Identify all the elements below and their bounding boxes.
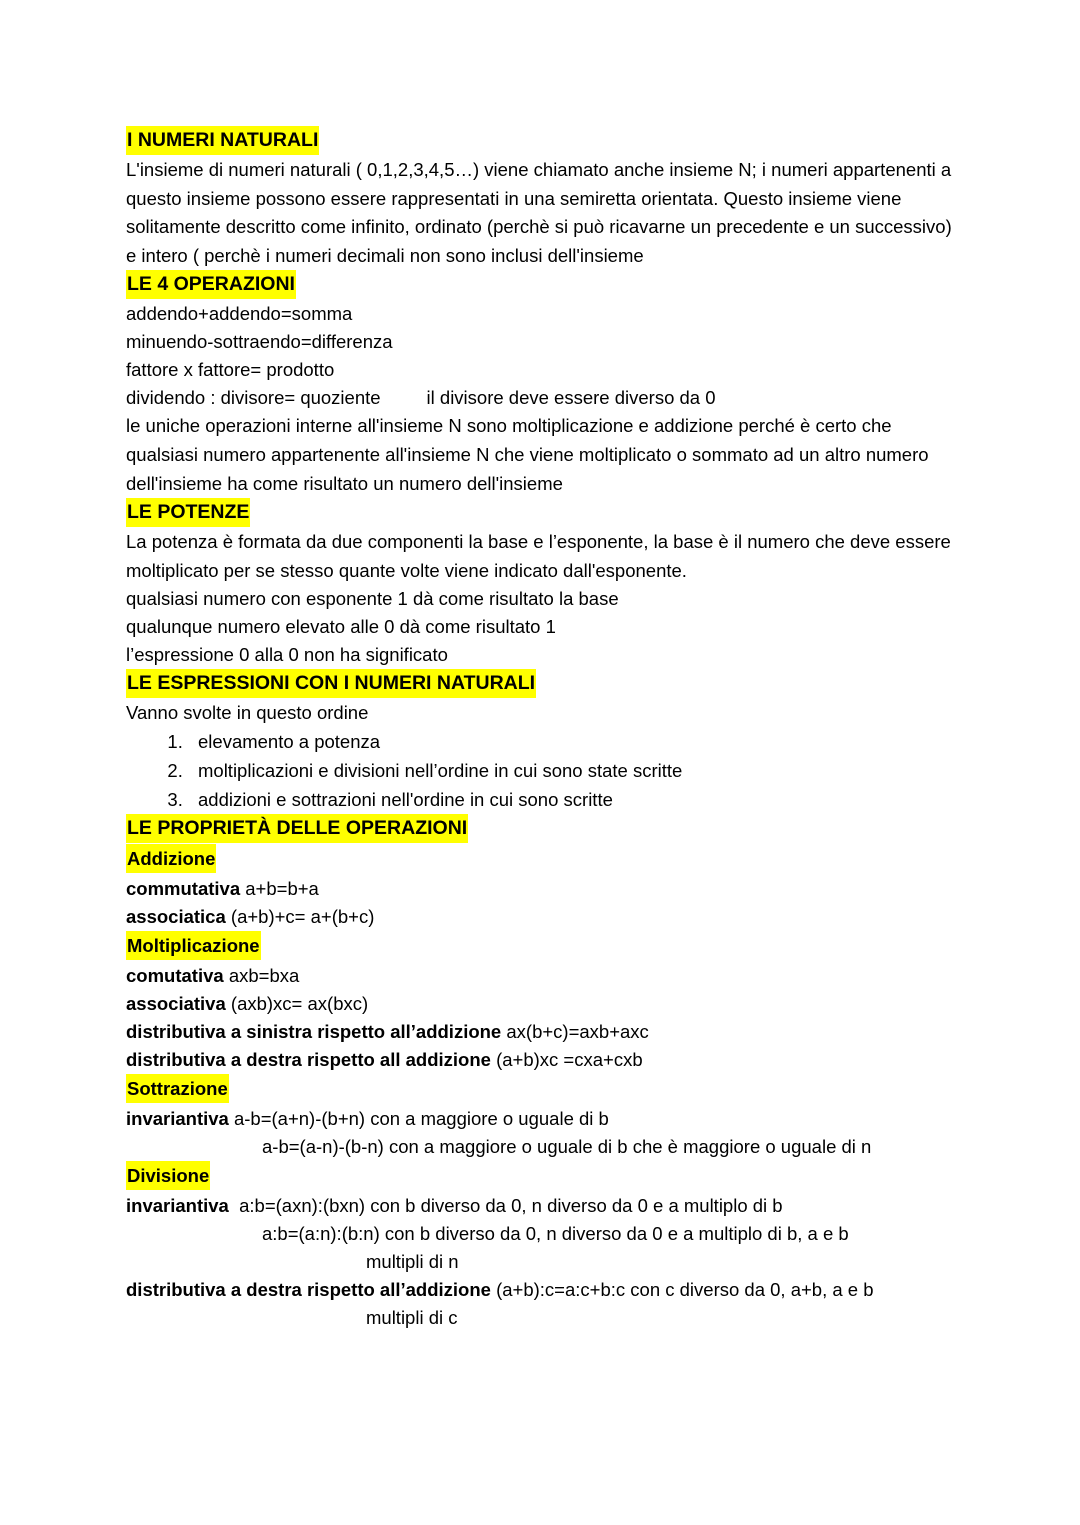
rule-divisione-invariantiva-second: a:b=(a:n):(b:n) con b diverso da 0, n diverso da 0 e a multiplo di b, a e b — [262, 1223, 849, 1245]
operation-line-quoziente-row — [126, 384, 954, 412]
paragraph-potenze: La potenza è formata da due componenti la base e l’esponente, la base è il numero che deve essere moltiplicato per se stesso quante volte viene indicato dall'esponente. — [126, 531, 951, 581]
section-heading-le-espressioni: LE ESPRESSIONI CON I NUMERI NATURALI — [126, 669, 536, 698]
subheading-moltiplicazione: Moltiplicazione — [126, 931, 261, 960]
rule-sottrazione-invariantiva — [126, 1105, 954, 1133]
subheading-sottrazione-row — [126, 1074, 954, 1105]
list-item: 3. addizioni e sottrazioni nell'ordine in cui sono scritte — [188, 785, 954, 814]
rule-divisione-distributiva-second: multipli di c — [366, 1307, 458, 1329]
section-heading-le-espressioni-row — [126, 669, 954, 699]
list-item: 1. elevamento a potenza — [188, 727, 954, 756]
espressioni-steps-list — [126, 727, 954, 814]
potenze-rule-zero-alla-zero: l’espressione 0 alla 0 non ha significato — [126, 644, 448, 666]
rule-divisione-invariantiva-third: multipli di n — [366, 1251, 459, 1273]
section-heading-le-potenze: LE POTENZE — [126, 498, 250, 527]
list-item: 2. moltiplicazioni e divisioni nell’ordine in cui sono state scritte — [188, 756, 954, 785]
rule-formula: a+b=b+a — [245, 878, 319, 900]
section-heading-le-proprieta-row — [126, 814, 954, 844]
rule-moltiplicazione-commutativa — [126, 962, 954, 990]
section-heading-numeri-naturali-row — [126, 126, 954, 156]
rule-name: invariantiva — [126, 1195, 229, 1217]
paragraph-operazioni-interne: le uniche operazioni interne all'insieme N sono moltiplicazione e addizione perché è certo che qualsiasi numero appartenente all'insieme N che viene moltiplicato o sommato ad un altro numero dell'insieme ha come risultato un numero dell'insieme — [126, 415, 929, 494]
rule-sottrazione-invariantiva-second: a-b=(a-n)-(b-n) con a maggiore o uguale di b che è maggiore o uguale di n — [262, 1136, 872, 1158]
rule-divisione-distributiva — [126, 1276, 954, 1304]
operation-line-somma: addendo+addendo=somma — [126, 303, 353, 325]
document-content — [126, 126, 954, 1332]
operation-line-quoziente: dividendo : divisore= quoziente — [126, 387, 381, 409]
rule-name: invariantiva — [126, 1108, 229, 1130]
rule-formula: (a+b)+c= a+(b+c) — [230, 906, 375, 928]
rule-name: distributiva a destra rispetto all addizione — [126, 1049, 491, 1071]
espressioni-intro: Vanno svolte in questo ordine — [126, 702, 369, 724]
page-title: I NUMERI NATURALI — [126, 126, 319, 155]
rule-formula: a-b=(a+n)-(b+n) con a maggiore o uguale di b — [233, 1108, 609, 1130]
rule-name: comutativa — [126, 965, 224, 987]
section-heading-le-4-operazioni-row — [126, 270, 954, 300]
rule-addizione-commutativa — [126, 875, 954, 903]
rule-moltiplicazione-associativa — [126, 990, 954, 1018]
rule-formula: (a+b):c=a:c+b:c con c diverso da 0, a+b, a e b — [496, 1279, 874, 1301]
potenze-rule-esponente-1: qualsiasi numero con esponente 1 dà come risultato la base — [126, 588, 619, 610]
section-heading-le-proprieta: LE PROPRIETÀ DELLE OPERAZIONI — [126, 814, 468, 843]
subheading-divisione: Divisione — [126, 1161, 210, 1190]
subheading-sottrazione: Sottrazione — [126, 1074, 229, 1103]
rule-name: distributiva a destra rispetto all’addizione — [126, 1279, 491, 1301]
rule-name: associatica — [126, 906, 226, 928]
rule-moltiplicazione-distributiva-destra — [126, 1046, 954, 1074]
rule-formula: (axb)xc= ax(bxc) — [230, 993, 369, 1015]
rule-name: associativa — [126, 993, 226, 1015]
rule-formula: ax(b+c)=axb+axc — [506, 1021, 649, 1043]
rule-formula: a:b=(axn):(bxn) con b diverso da 0, n diverso da 0 e a multiplo di b — [239, 1195, 783, 1217]
operation-note-divisore: il divisore deve essere diverso da 0 — [426, 387, 716, 409]
subheading-moltiplicazione-row — [126, 931, 954, 962]
operation-line-differenza: minuendo-sottraendo=differenza — [126, 331, 393, 353]
paragraph-numeri-naturali: L'insieme di numeri naturali ( 0,1,2,3,4,5…) viene chiamato anche insieme N; i numeri appartenenti a questo insieme possono essere rappresentati in una semiretta orientata. Questo insieme viene solitamente descritto come infinito, ordinato (perchè si può ricavarne un precedente e un successivo) e intero ( perchè i numeri decimali non sono inclusi dell'insieme — [126, 159, 952, 266]
rule-addizione-associativa — [126, 903, 954, 931]
rule-formula: (a+b)xc =cxa+cxb — [496, 1049, 643, 1071]
potenze-rule-esponente-0: qualunque numero elevato alle 0 dà come risultato 1 — [126, 616, 556, 638]
subheading-addizione-row — [126, 844, 954, 875]
rule-divisione-invariantiva — [126, 1192, 954, 1220]
rule-name: distributiva a sinistra rispetto all’addizione — [126, 1021, 502, 1043]
section-heading-le-potenze-row — [126, 498, 954, 528]
rule-moltiplicazione-distributiva-sinistra — [126, 1018, 954, 1046]
rule-formula: axb=bxa — [228, 965, 300, 987]
subheading-divisione-row — [126, 1161, 954, 1192]
rule-name: commutativa — [126, 878, 241, 900]
section-heading-le-4-operazioni: LE 4 OPERAZIONI — [126, 270, 296, 299]
operation-line-prodotto: fattore x fattore= prodotto — [126, 359, 335, 381]
subheading-addizione: Addizione — [126, 844, 216, 873]
